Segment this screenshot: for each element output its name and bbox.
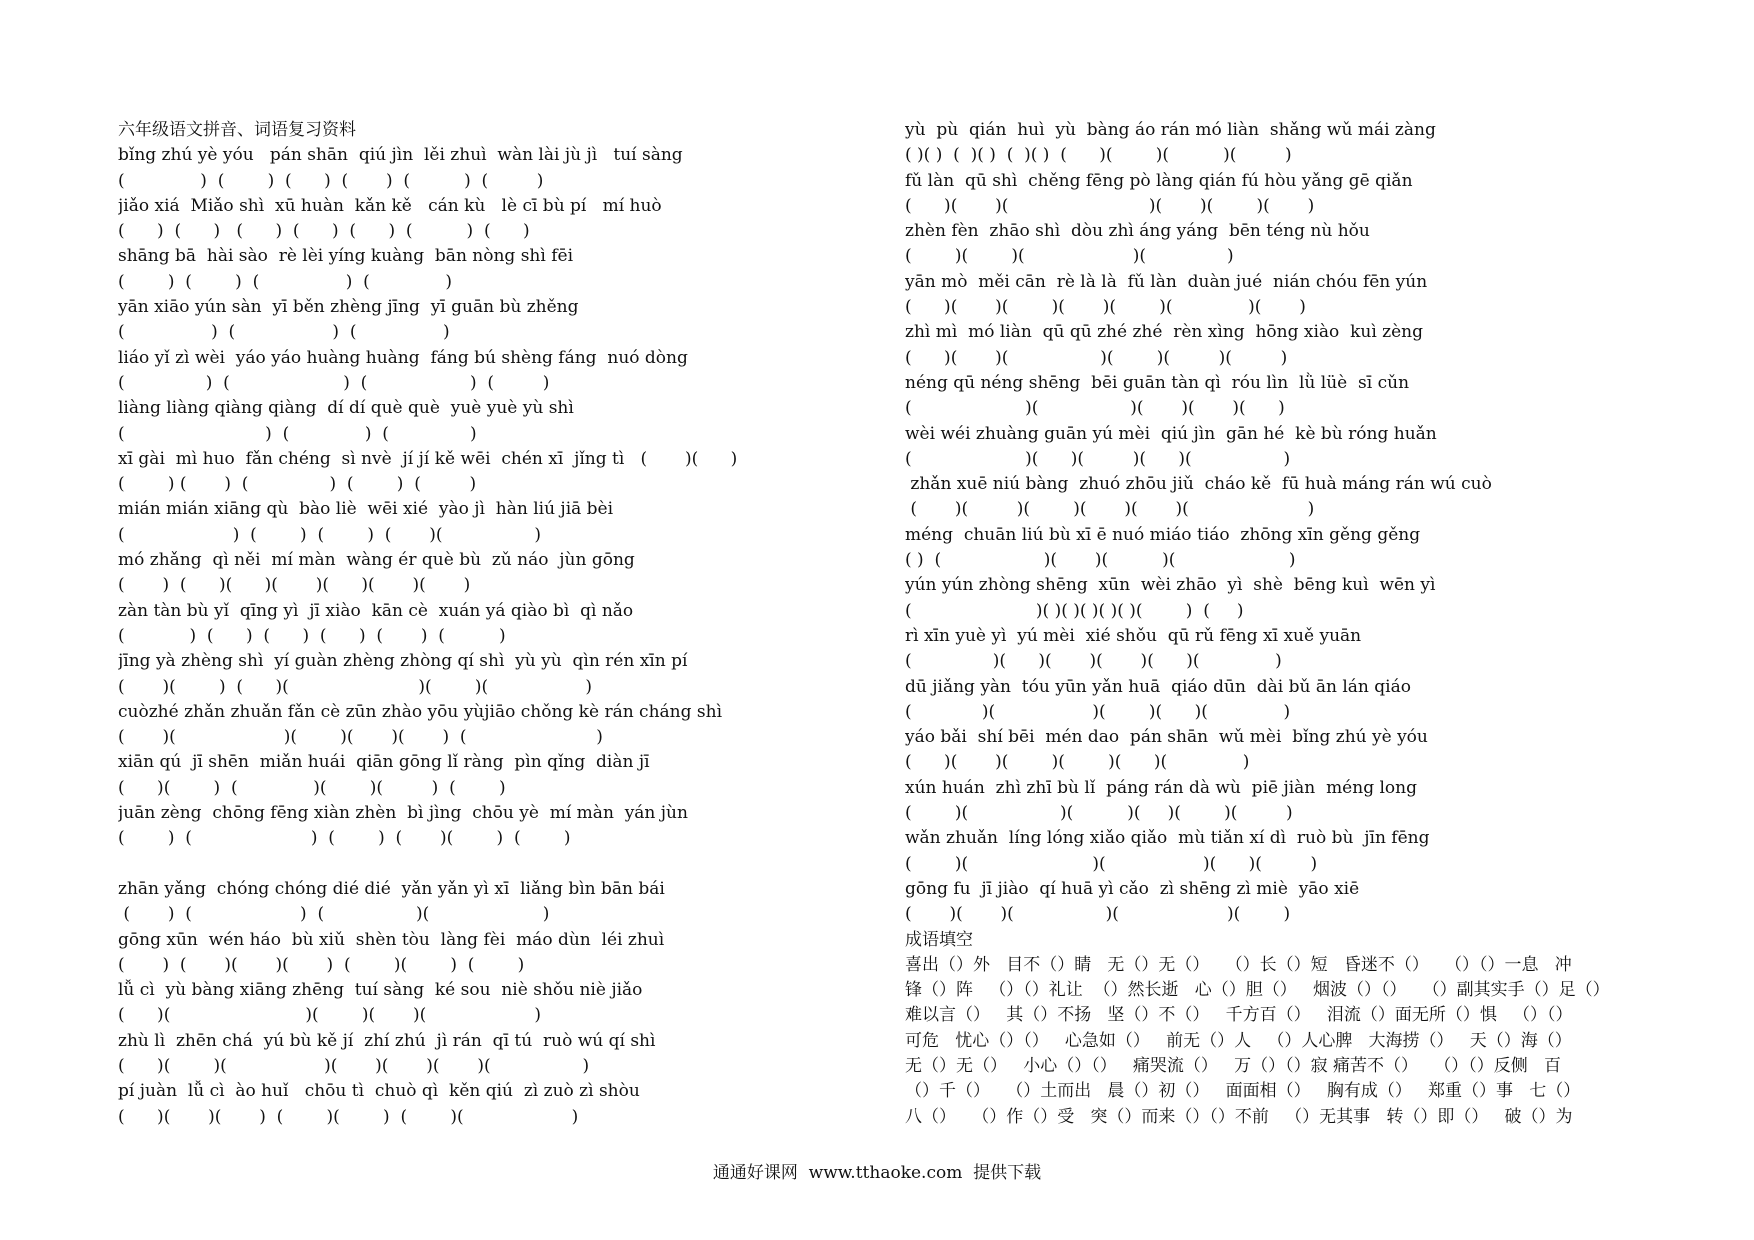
text-line: ( ) ( ) ( ): [118, 322, 450, 343]
text-line: ( ) ( ) ( ) ( ) ( ) ( ): [118, 170, 544, 191]
text-line: ( ) ( ) ( ) ( ) ( ) ( ) ( ): [118, 221, 530, 242]
text-line: gōng fu jī jiào qí huā yì cǎo zì shēng zì miè yāo xiē: [905, 878, 1360, 899]
text-line: ( )( )( )( )( ): [905, 398, 1285, 419]
text-line: zhù lì zhēn chá yú bù kě jí zhí zhú jì rán qī tú ruò wú qí shì: [118, 1030, 656, 1051]
text-line: jīng yà zhèng shì yí guàn zhèng zhòng qí shì yù yù qìn rén xīn pí: [118, 651, 688, 672]
text-line: ( )( )( )( )( )( ): [905, 803, 1293, 824]
text-line: ( ) ( ) ( ) ( ) ( ) ( ): [118, 625, 506, 646]
text-line: mó zhǎng qì něi mí màn wàng ér què bù zǔ náo jùn gōng: [118, 550, 635, 571]
text-line: ( )( )( )( )( ): [905, 701, 1291, 722]
text-line: liáo yǐ zì wèi yáo yáo huàng huàng fáng bú shèng fáng nuó dòng: [118, 347, 688, 368]
right-exercise-lines: [905, 118, 1655, 1130]
text-line: ( )( )( )( )( )( ): [905, 195, 1315, 216]
text-line: 无（）无（） 小心（）（） 痛哭流（） 万（）（）寂 痛苦不（） （）（）反侧 百: [905, 1055, 1561, 1076]
text-line: ( ) ( ) ( ): [118, 423, 477, 444]
text-line: fǔ làn qū shì chěng fēng pò làng qián fú hòu yǎng gē qiǎn: [905, 170, 1413, 191]
text-line: ( ) ( )( )( )( )( )( ): [118, 575, 471, 596]
text-line: zhān yǎng chóng chóng dié dié yǎn yǎn yì xī liǎng bìn bān bái: [118, 878, 665, 899]
text-line: xún huán zhì zhī bù lǐ páng rán dà wù piē jiàn méng long: [905, 777, 1417, 798]
text-line: cuòzhé zhǎn zhuǎn fǎn cè zūn zhào yōu yùjiāo chǒng kè rán cháng shì: [118, 701, 723, 722]
text-line: yún yún zhòng shēng xūn wèi zhāo yì shè bēng kuì wēn yì: [905, 575, 1436, 596]
text-line: gōng xūn wén háo bù xiǔ shèn tòu làng fèi máo dùn léi zhuì: [118, 929, 665, 950]
left-column: [118, 118, 878, 1130]
text-line: ( )( )( )( )( )( ): [905, 347, 1288, 368]
text-line: yān mò měi cān rè là là fǔ làn duàn jué nián chóu fēn yún: [905, 271, 1428, 292]
text-line: yáo bǎi shí bēi mén dao pán shān wǔ mèi bǐng zhú yè yóu: [905, 727, 1428, 748]
text-line: 锋（）阵 （）（）礼让 （）然长逝 心（）胆（） 烟波（）（） （）副其实手（）足（）: [905, 980, 1610, 1001]
text-line: 八（） （）作（）受 突（）而来（）（）不前 （）无其事 转（）即（） 破（）为: [905, 1106, 1573, 1127]
text-line: liàng liàng qiàng qiàng dí dí què què yuè yuè yù shì: [118, 398, 574, 419]
footer-credit: 通通好课网 www.tthaoke.com 提供下载: [712, 1163, 1042, 1183]
text-line: ( ) ( ) ( ) ( )( ): [118, 524, 541, 545]
text-line: ( )( )( )( )( ) ( ): [118, 727, 603, 748]
text-line: 难以言（） 其（）不扬 坚（）不（） 千方百（） 泪流（）面无所（）惧 （）（）: [905, 1005, 1573, 1026]
text-line: wèi wéi zhuàng guān yú mèi qiú jìn gān hé kè bù róng huǎn: [905, 423, 1437, 444]
text-line: néng qū néng shēng bēi guān tàn qì róu lìn lǜ lüè sī cǔn: [905, 372, 1410, 393]
text-line: ( ) ( ) ( ) ( ): [118, 372, 550, 393]
text-line: ( ) ( ) ( ) ( ) ( ): [118, 474, 477, 495]
text-line: ( ) ( ) ( )( ): [118, 904, 550, 925]
text-line: ( ) ( )( )( )( ): [905, 550, 1296, 571]
text-line: 可危 忧心（）（） 心急如（） 前无（）人 （）人心脾 大海捞（） 天（）海（）: [905, 1030, 1572, 1051]
text-line: 成语填空: [905, 929, 973, 950]
text-line: xiān qú jī shēn miǎn huái qiān gōng lǐ ràng pìn qǐng diàn jī: [118, 752, 650, 773]
text-line: méng chuān liú bù xī ē nuó miáo tiáo zhōng xīn gěng gěng: [905, 524, 1421, 545]
text-line: ( )( )( )( )( )( ): [905, 651, 1282, 672]
text-line: wǎn zhuǎn líng lóng xiǎo qiǎo mù tiǎn xí dì ruò bù jīn fēng: [905, 828, 1430, 849]
text-line: ( )( )( )( ): [905, 246, 1234, 267]
text-line: zhì mì mó liàn qū qū zhé zhé rèn xìng hōng xiào kuì zèng: [905, 322, 1424, 343]
text-line: ( )( )( ) ( )( ) ( )( ): [118, 1106, 579, 1127]
text-line: ( )( )( )( )( ): [905, 904, 1291, 925]
text-line: ( )( ) ( )( ) ( )( ) ( )( )( )( ): [905, 145, 1292, 166]
text-line: xī gài mì huo fǎn chéng sì nvè jí jí kě wēi chén xī jǐng tì ( )( ): [118, 448, 738, 469]
text-line: ( )( ) ( )( )( ) ( ): [118, 777, 506, 798]
text-line: ( )( )( )( )( )( ): [905, 499, 1315, 520]
text-line: jiǎo xiá Miǎo shì xū huàn kǎn kě cán kù lè cī bù pí mí huò: [118, 195, 662, 216]
text-line: ( )( )( )( )( )( )( ): [905, 297, 1306, 318]
text-line: ( )( ) ( )( )( )( ): [118, 676, 593, 697]
text-line: ( )( )( )( )( )( )( ): [118, 1055, 590, 1076]
right-column: [905, 118, 1655, 1130]
text-line: ( )( )( )( )( ): [905, 448, 1291, 469]
text-line: yān xiāo yún sàn yī běn zhèng jīng yī guān bù zhěng: [118, 297, 579, 318]
text-line: ( )( )( )( )( ): [118, 1005, 541, 1026]
text-line: shāng bā hài sào rè lèi yíng kuàng bān nòng shì fēi: [118, 246, 574, 267]
text-line: mián mián xiāng qù bào liè wēi xié yào jì hàn liú jiā bèi: [118, 499, 614, 520]
text-line: [118, 852, 878, 877]
text-line: lǚ cì yù bàng xiāng zhēng tuí sàng ké sou niè shǒu niè jiǎo: [118, 980, 643, 1001]
text-line: ( ) ( )( )( ) ( )( ) ( ): [118, 954, 525, 975]
text-line: pí juàn lǚ cì ào huǐ chōu tì chuò qì kěn qiú zì zuò zì shòu: [118, 1081, 640, 1102]
left-exercise-lines: [118, 143, 878, 1130]
text-line: 喜出（）外 目不（）睛 无（）无（） （）长（）短 昏迷不（） （）（）一息 冲: [905, 954, 1572, 975]
text-line: yù pù qián huì yù bàng áo rán mó liàn shǎng wǔ mái zàng: [905, 120, 1436, 140]
text-line: （）千（） （）土而出 晨（）初（） 面面相（） 胸有成（） 郑重（）事 七（）: [905, 1081, 1581, 1102]
text-line: rì xīn yuè yì yú mèi xié shǒu qū rǔ fēng xī xuě yuān: [905, 625, 1362, 646]
text-line: dū jiǎng yàn tóu yūn yǎn huā qiáo dūn dài bǔ ān lán qiáo: [905, 676, 1411, 697]
document-title: 六年级语文拼音、词语复习资料: [118, 120, 356, 140]
text-line: ( ) ( ) ( ) ( ): [118, 271, 453, 292]
text-line: zhǎn xuē niú bàng zhuó zhōu jiǔ cháo kě fū huà máng rán wú cuò: [905, 474, 1492, 495]
text-line: ( )( )( )( )( )( ): [905, 752, 1250, 773]
text-line: ( )( )( )( )( ): [905, 853, 1318, 874]
text-line: zhèn fèn zhāo shì dòu zhì áng yáng bēn téng nù hǒu: [905, 221, 1370, 242]
text-line: ( ) ( ) ( ) ( )( ) ( ): [118, 828, 571, 849]
text-line: ( )( )( )( )( )( )( ) ( ): [905, 600, 1244, 621]
text-line: juān zèng chōng fēng xiàn zhèn bì jìng chōu yè mí màn yán jùn: [118, 803, 688, 824]
text-line: bǐng zhú yè yóu pán shān qiú jìn lěi zhuì wàn lài jù jì tuí sàng: [118, 145, 683, 166]
text-line: zàn tàn bù yǐ qīng yì jī xiào kān cè xuán yá qiào bì qì nǎo: [118, 600, 634, 621]
